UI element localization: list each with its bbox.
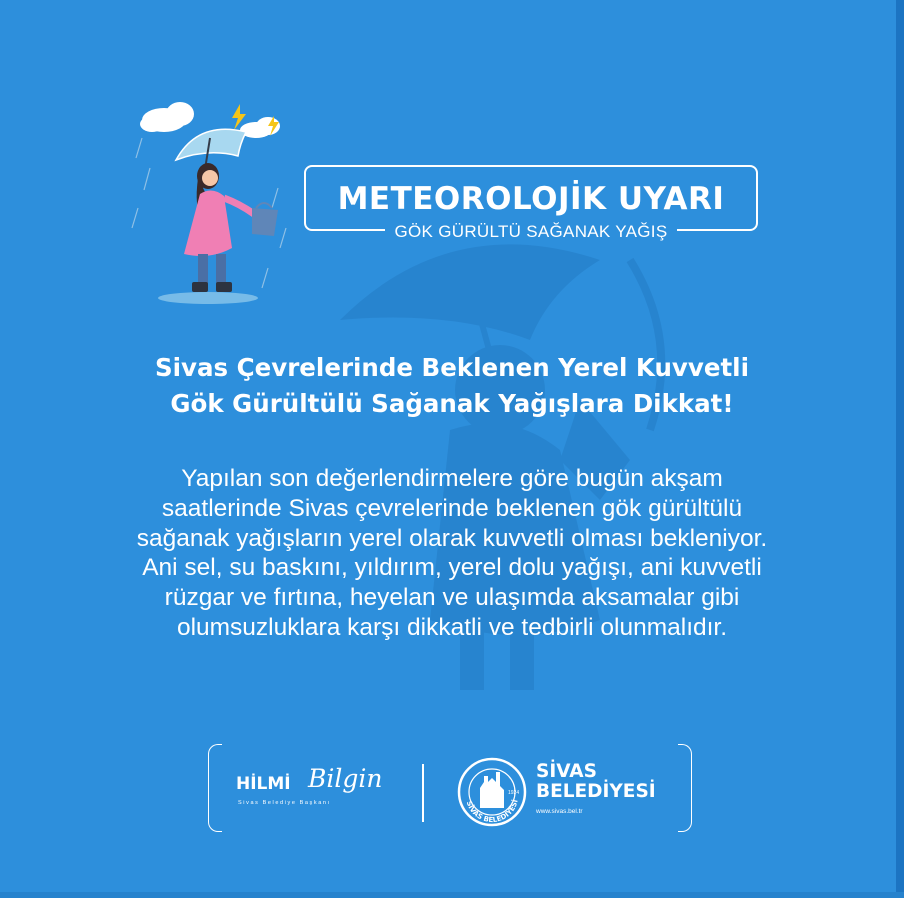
headline-line-2: Gök Gürültülü Sağanak Yağışlara Dikkat! [170,389,734,418]
body-line: Yapılan son değerlendirmelere göre bugün akşam [181,465,723,492]
body-line: saatlerinde Sivas çevrelerinde beklenen gök gürültülü [161,494,743,522]
badge-subtitle: GÖK GÜRÜLTÜ SAĞANAK YAĞIŞ [385,222,678,242]
municipality-name [536,762,656,802]
footer-bracket-left [208,744,222,832]
right-edge-border [896,0,904,898]
municipality-name-line-2: BELEDİYESİ [536,781,656,802]
body-line: Ani sel, su baskını, yıldırım, yerel dolu yağışı, ani kuvvetli [142,554,762,582]
body-line: sağanak yağışların yerel olarak kuvvetli olması bekleniyor. [136,524,768,552]
headline-line-1: Sivas Çevrelerinde Beklenen Yerel Kuvvetli [155,353,749,382]
mayor-signature-logo [236,762,406,822]
headline [40,350,864,422]
seal-year: 1924 [508,790,520,796]
badge-subtitle-wrap [304,222,758,242]
municipality-seal-icon [456,756,528,828]
footer-bracket-right [678,744,692,832]
municipality-website: www.sivas.bel.tr [536,808,583,815]
woman-with-umbrella-illustration [128,98,298,318]
mayor-first-name: HİLMİ [236,774,291,794]
mayor-last-name: Bilgin [308,764,383,793]
body-line: olumsuzluklara karşı dikkatli ve tedbirli olunmalıdır. [176,613,728,641]
bottom-edge-shade [0,892,904,898]
footer-divider [422,764,424,822]
warning-body-text [40,464,864,643]
mayor-title: Sivas Belediye Başkanı [238,800,331,806]
body-line: rüzgar ve fırtına, heyelan ve ulaşımda aksamalar gibi [164,584,740,612]
seal-text: SİVAS BELEDİYESİ [464,798,520,825]
footer-logos [208,744,692,834]
badge-title: METEOROLOJİK UYARI [337,181,725,217]
municipality-name-line-1: SİVAS [536,761,597,782]
